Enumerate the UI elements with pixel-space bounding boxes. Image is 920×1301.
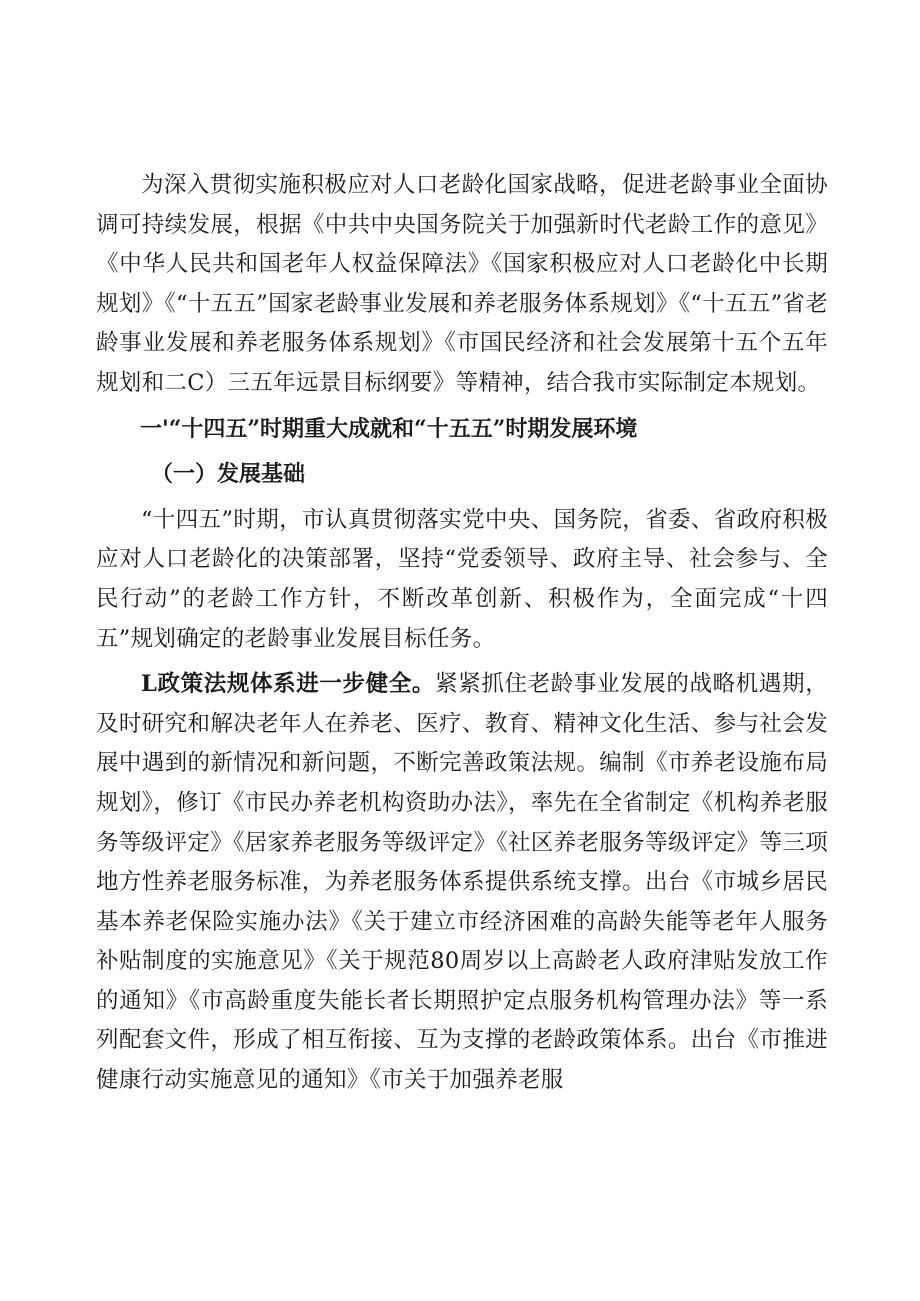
subsection-heading: （一）发展基础 [151, 461, 306, 488]
paragraph-achievements: “十四五”时期，市认真贯彻落实党中央、国务院，省委、省政府积极应对人口老龄化的决策部署，坚持“党委领导、政府主导、社会参与、全民行动”的老龄工作方针，不断改革创新、积极作为，全面完成“十四五”规划确定的老龄事业发展目标任务。 [96, 506, 828, 652]
paragraph-policy [96, 665, 828, 1101]
intro-paragraph: 为深入贯彻实施积极应对人口老龄化国家战略，促进老龄事业全面协调可持续发展，根据《中共中央国务院关于加强新时代老龄工作的意见》《中华人民共和国老年人权益保障法》《国家积极应对人口老龄化中长期规划》《“十五五”国家老龄事业发展和养老服务体系规划》《“十五五”省老龄事业发展和养老服务体系规划》《市国民经济和社会发展第十五个五年规划和二C）三五年远景目标纲要》等精神，结合我市实际制定本规划。 [96, 172, 828, 396]
paragraph-policy-body: 紧紧抓住老龄事业发展的战略机遇期，及时研究和解决老年人在养老、医疗、教育、精神文化生活、参与社会发展中遇到的新情况和新问题，不断完善政策法规。编制《市养老设施布局规划》，修订《市民办养老机构资助办法》，率先在全省制定《机构养老服务等级评定》《居家养老服务等级评定》《社区养老服务等级评定》等三项地方性养老服务标准，为养老服务体系提供系统支撑。出台《市城乡居民基本养老保险实施办法》《关于建立市经济困难的高龄失能等老年人服务补贴制度的实施意见》《关于规范80周岁以上高龄老人政府津贴发放工作的通知》《市高龄重度失能长者长期照护定点服务机构管理办法》等一系列配套文件，形成了相互衔接、互为支撑的老龄政策体系。出台《市推进健康行动实施意见的通知》《市关于加强养老服 [96, 671, 828, 1094]
document-page [96, 166, 828, 1101]
paragraph-policy-lead: L政策法规体系进一步健全。 [141, 671, 436, 698]
section-heading: 一'“十四五”时期重大成就和“十五五”时期发展环境 [140, 415, 638, 442]
